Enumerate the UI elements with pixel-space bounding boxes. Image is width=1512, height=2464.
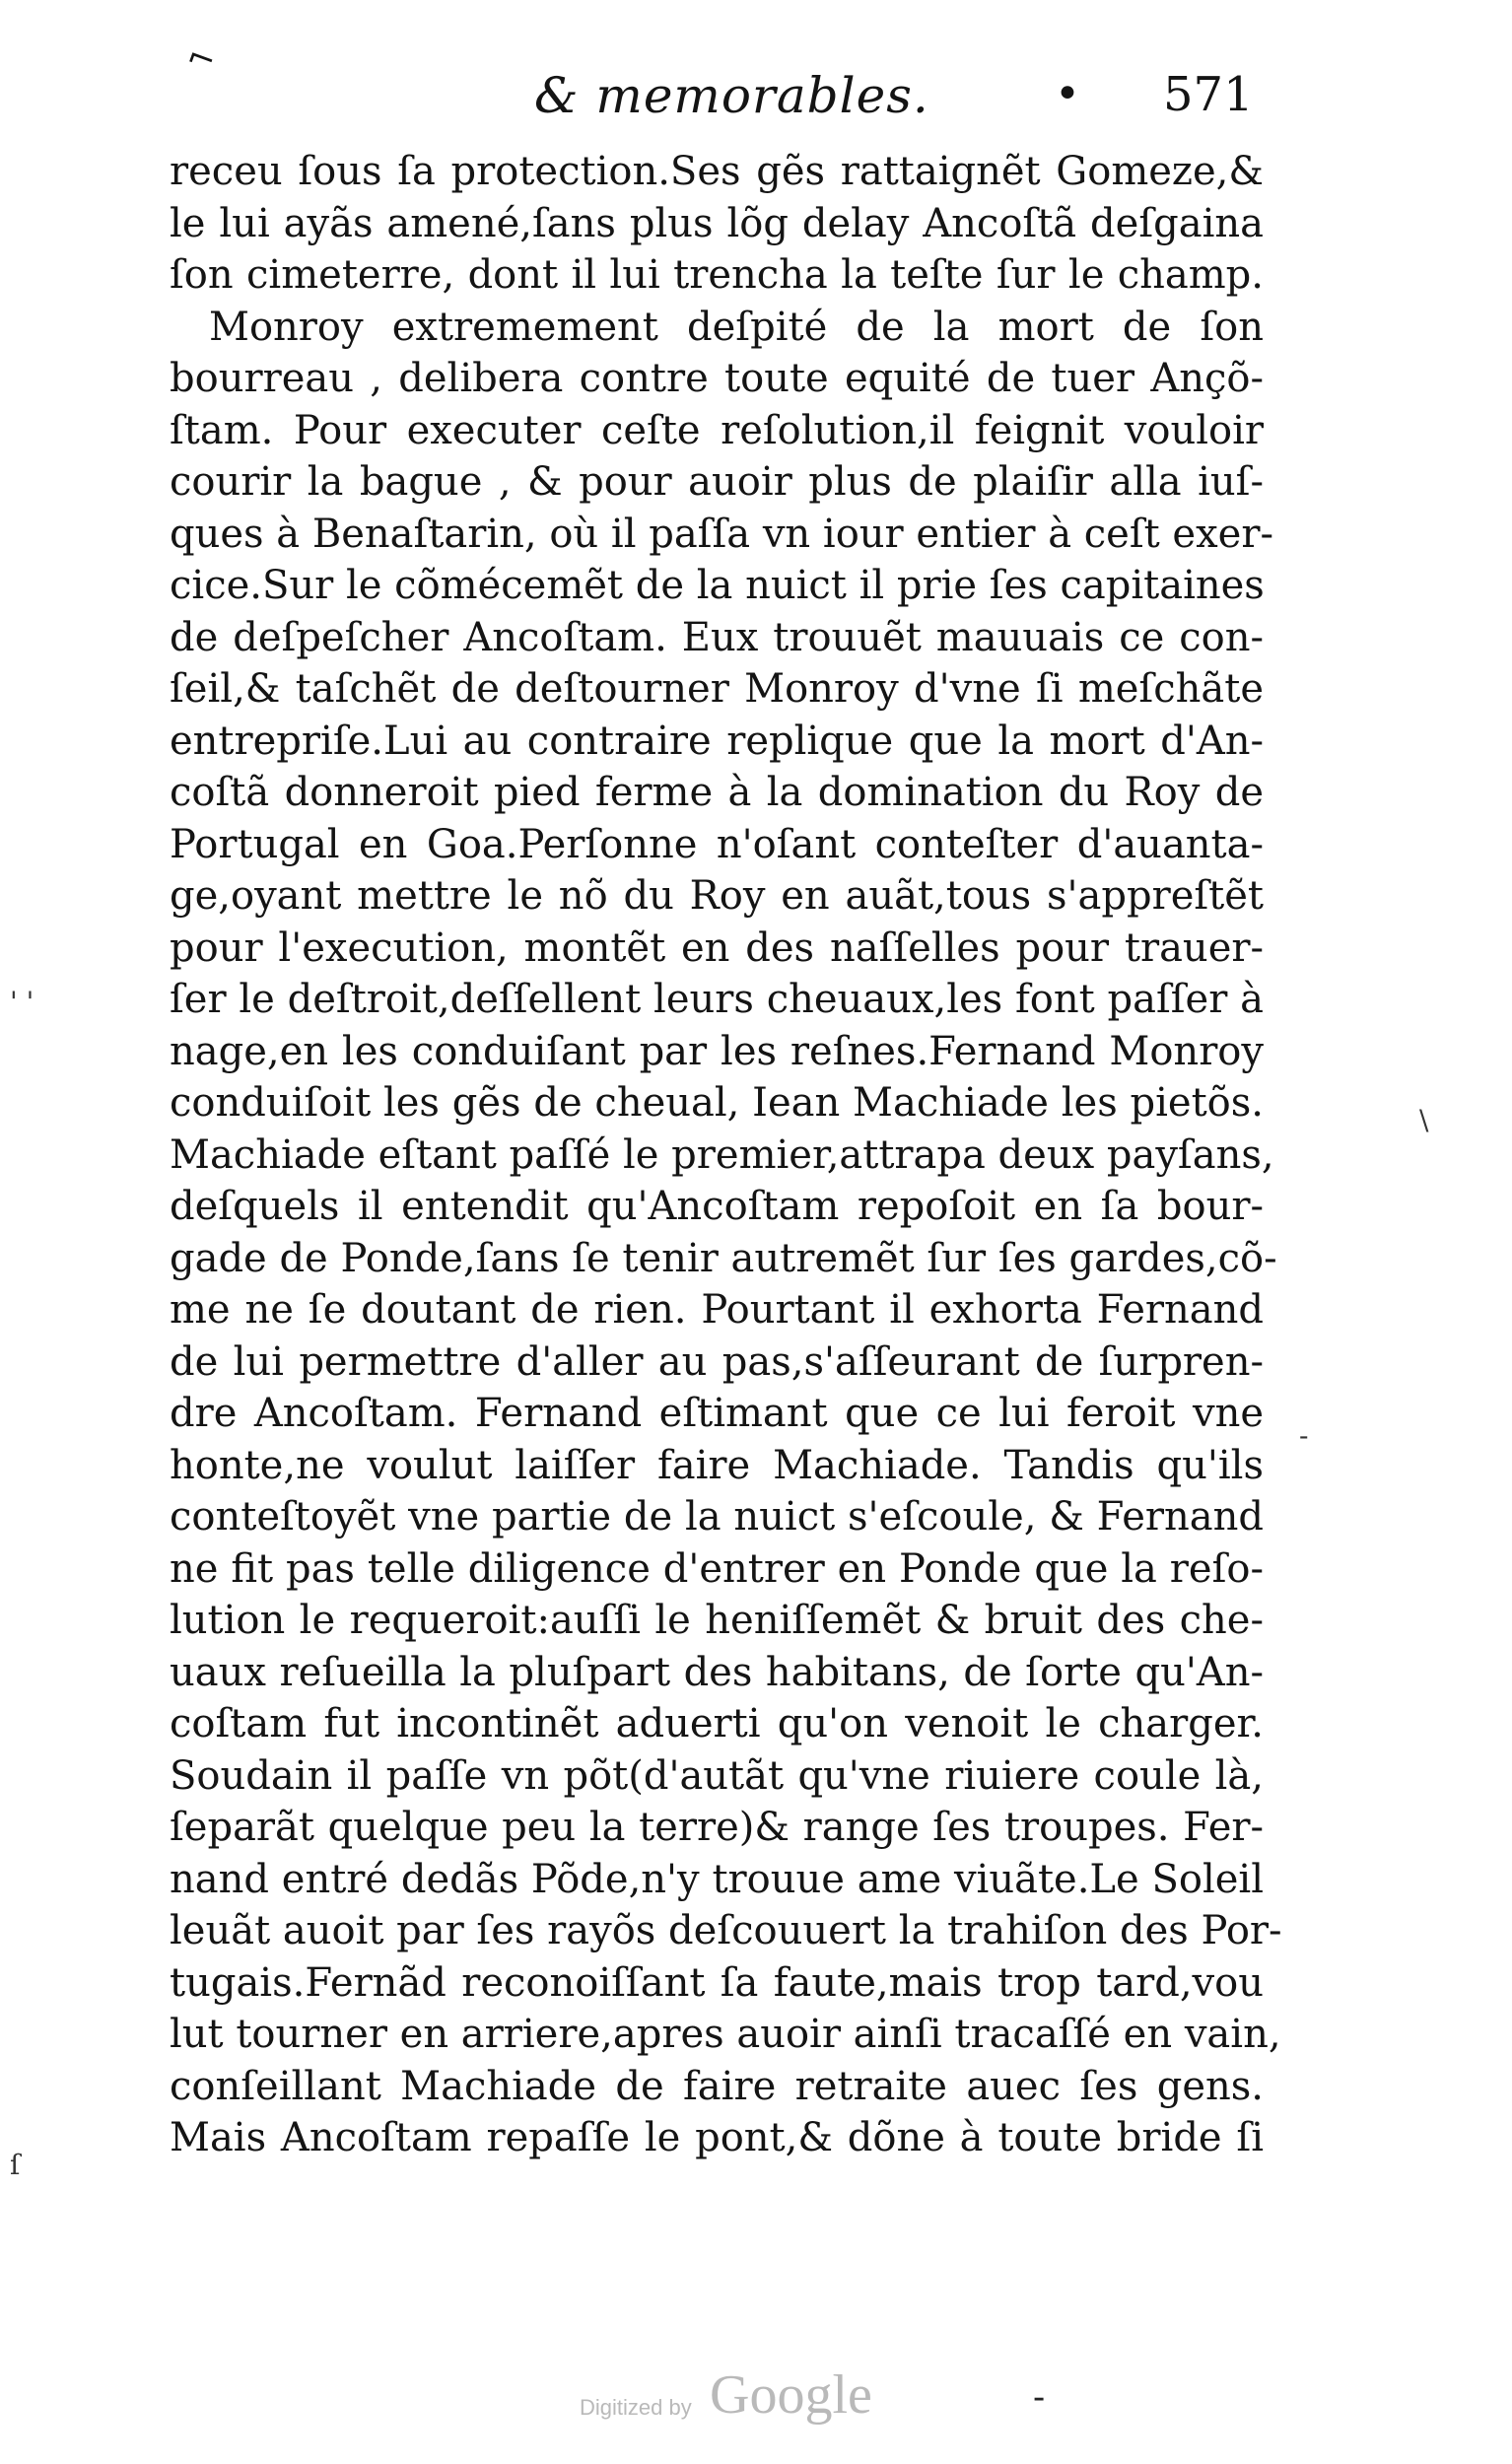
text-line: coſtã donneroit pied ferme à la domination du Roy de — [170, 770, 1264, 815]
text-line: dre Ancoſtam. Fernand eſtimant que ce lui feroit vne — [170, 1391, 1264, 1436]
digitized-watermark — [580, 2363, 994, 2432]
text-line: Machiade eſtant paſſé le premier,attrapa deux payſans, — [170, 1131, 1274, 1178]
text-line: bourreau , delibera contre toute equité de tuer Ançõ- — [170, 356, 1264, 401]
text-line: ques à Benaſtarin, où il paſſa vn iour entier à ceſt exer- — [170, 511, 1273, 557]
text-line: cice.Sur le cõmécemẽt de la nuict il prie ſes capitaines — [170, 563, 1265, 608]
text-line: ſer le deſtroit,deſſellent leurs cheuaux,les font paſſer à — [170, 977, 1264, 1022]
text-line: honte,ne voulut laiſſer faire Machiade. Tandis qu'ils — [170, 1442, 1264, 1488]
text-line: leuãt auoit par ſes rayõs deſcouuert la trahiſon des Por- — [170, 1908, 1282, 1953]
body-text — [170, 146, 1282, 2164]
text-line: ſeparãt quelque peu la terre)& range ſes troupes. Fer- — [170, 1805, 1264, 1850]
text-line: receu ſous ſa protection.Ses gẽs rattaignẽt Gomeze,& — [170, 149, 1264, 194]
margin-mark-left-bottom: ſ — [10, 2149, 21, 2181]
text-line: courir la bague , & pour auoir plus de plaiſir alla iuſ- — [170, 459, 1264, 505]
text-line: ne fit pas telle diligence d'entrer en Ponde que la reſo- — [170, 1545, 1264, 1592]
margin-mark-right-lower: - — [1299, 1419, 1309, 1452]
text-line: Monroy extremement deſpité de la mort de ſon — [209, 304, 1264, 350]
margin-mark-left: ' ' — [10, 986, 34, 1018]
corner-mark: ⌐ — [181, 35, 222, 83]
text-line: lution le requeroit:auſſi le heniſſemẽt & bruit des che- — [170, 1598, 1264, 1643]
text-line: entrepriſe.Lui au contraire replique que la mort d'An- — [170, 718, 1264, 764]
text-line: ſon cimeterre, dont il lui trencha la teſte ſur le champ. — [170, 252, 1264, 298]
footer-dash: - — [1033, 2377, 1046, 2418]
text-line: conſeillant Machiade de faire retraite auec ſes gens. — [170, 2063, 1264, 2109]
text-line: pour l'execution, montẽt en des naſſelles pour trauer- — [170, 924, 1264, 971]
text-line: ge,oyant mettre le nõ du Roy en auãt,tous s'appreſtẽt — [170, 873, 1264, 919]
text-line: le lui ayãs amené,ſans plus lõg delay Ancoſtã deſgaina — [170, 200, 1264, 246]
digitized-by-text: Digitized by — [580, 2395, 692, 2420]
text-line: conduiſoit les gẽs de cheual, Iean Machiade les pietõs. — [170, 1080, 1264, 1126]
text-line: Soudain il paſſe vn põt(d'autãt qu'vne riuiere coule là, — [170, 1752, 1264, 1799]
text-line: ſtam. Pour executer ceſte reſolution,il feignit vouloir — [170, 407, 1264, 453]
text-line: deſquels il entendit qu'Ancoſtam repoſoit en ſa bour- — [170, 1184, 1264, 1229]
text-line: conteſtoyẽt vne partie de la nuict s'eſcoule, & Fernand — [170, 1494, 1264, 1540]
text-line: nage,en les conduiſant par les reſnes.Fernand Monroy — [170, 1028, 1264, 1074]
header-dot: • — [1055, 69, 1080, 119]
margin-mark-right: \ — [1419, 1104, 1429, 1136]
text-line: lut tourner en arriere,apres auoir ainſi tracaſſé en vain, — [170, 2012, 1281, 2057]
page-number: 571 — [1163, 67, 1254, 122]
text-line: gade de Ponde,ſans ſe tenir autremẽt ſur ſes gardes,cõ- — [170, 1235, 1277, 1281]
text-line: de deſpeſcher Ancoſtam. Eux trouuẽt mauuais ce con- — [170, 614, 1264, 660]
text-line: Mais Ancoſtam repaſſe le pont,& dõne à toute bride ſi — [170, 2115, 1264, 2160]
text-line: me ne ſe doutant de rien. Pourtant il exhorta Fernand — [170, 1287, 1264, 1333]
text-line: coſtam fut incontinẽt aduerti qu'on venoit le charger. — [170, 1701, 1264, 1746]
text-line: nand entré dedãs Põde,n'y trouue ame viuãte.Le Soleil — [170, 1856, 1264, 1902]
text-line: de lui permettre d'aller au pas,s'aſſeurant de ſurpren- — [170, 1338, 1264, 1385]
text-line: uaux reſueilla la pluſpart des habitans, de ſorte qu'An- — [170, 1649, 1264, 1695]
google-logo: Google — [710, 2364, 872, 2426]
text-line: ſeil,& taſchẽt de deſtourner Monroy d'vne ſi meſchãte — [170, 666, 1264, 712]
text-line: Portugal en Goa.Perſonne n'oſant conteſter d'auanta- — [170, 821, 1264, 867]
text-line: tugais.Fernãd reconoiſſant ſa faute,mais trop tard,vou — [170, 1959, 1264, 2006]
page-header — [168, 61, 1262, 140]
running-title: & memorables. — [534, 67, 929, 124]
